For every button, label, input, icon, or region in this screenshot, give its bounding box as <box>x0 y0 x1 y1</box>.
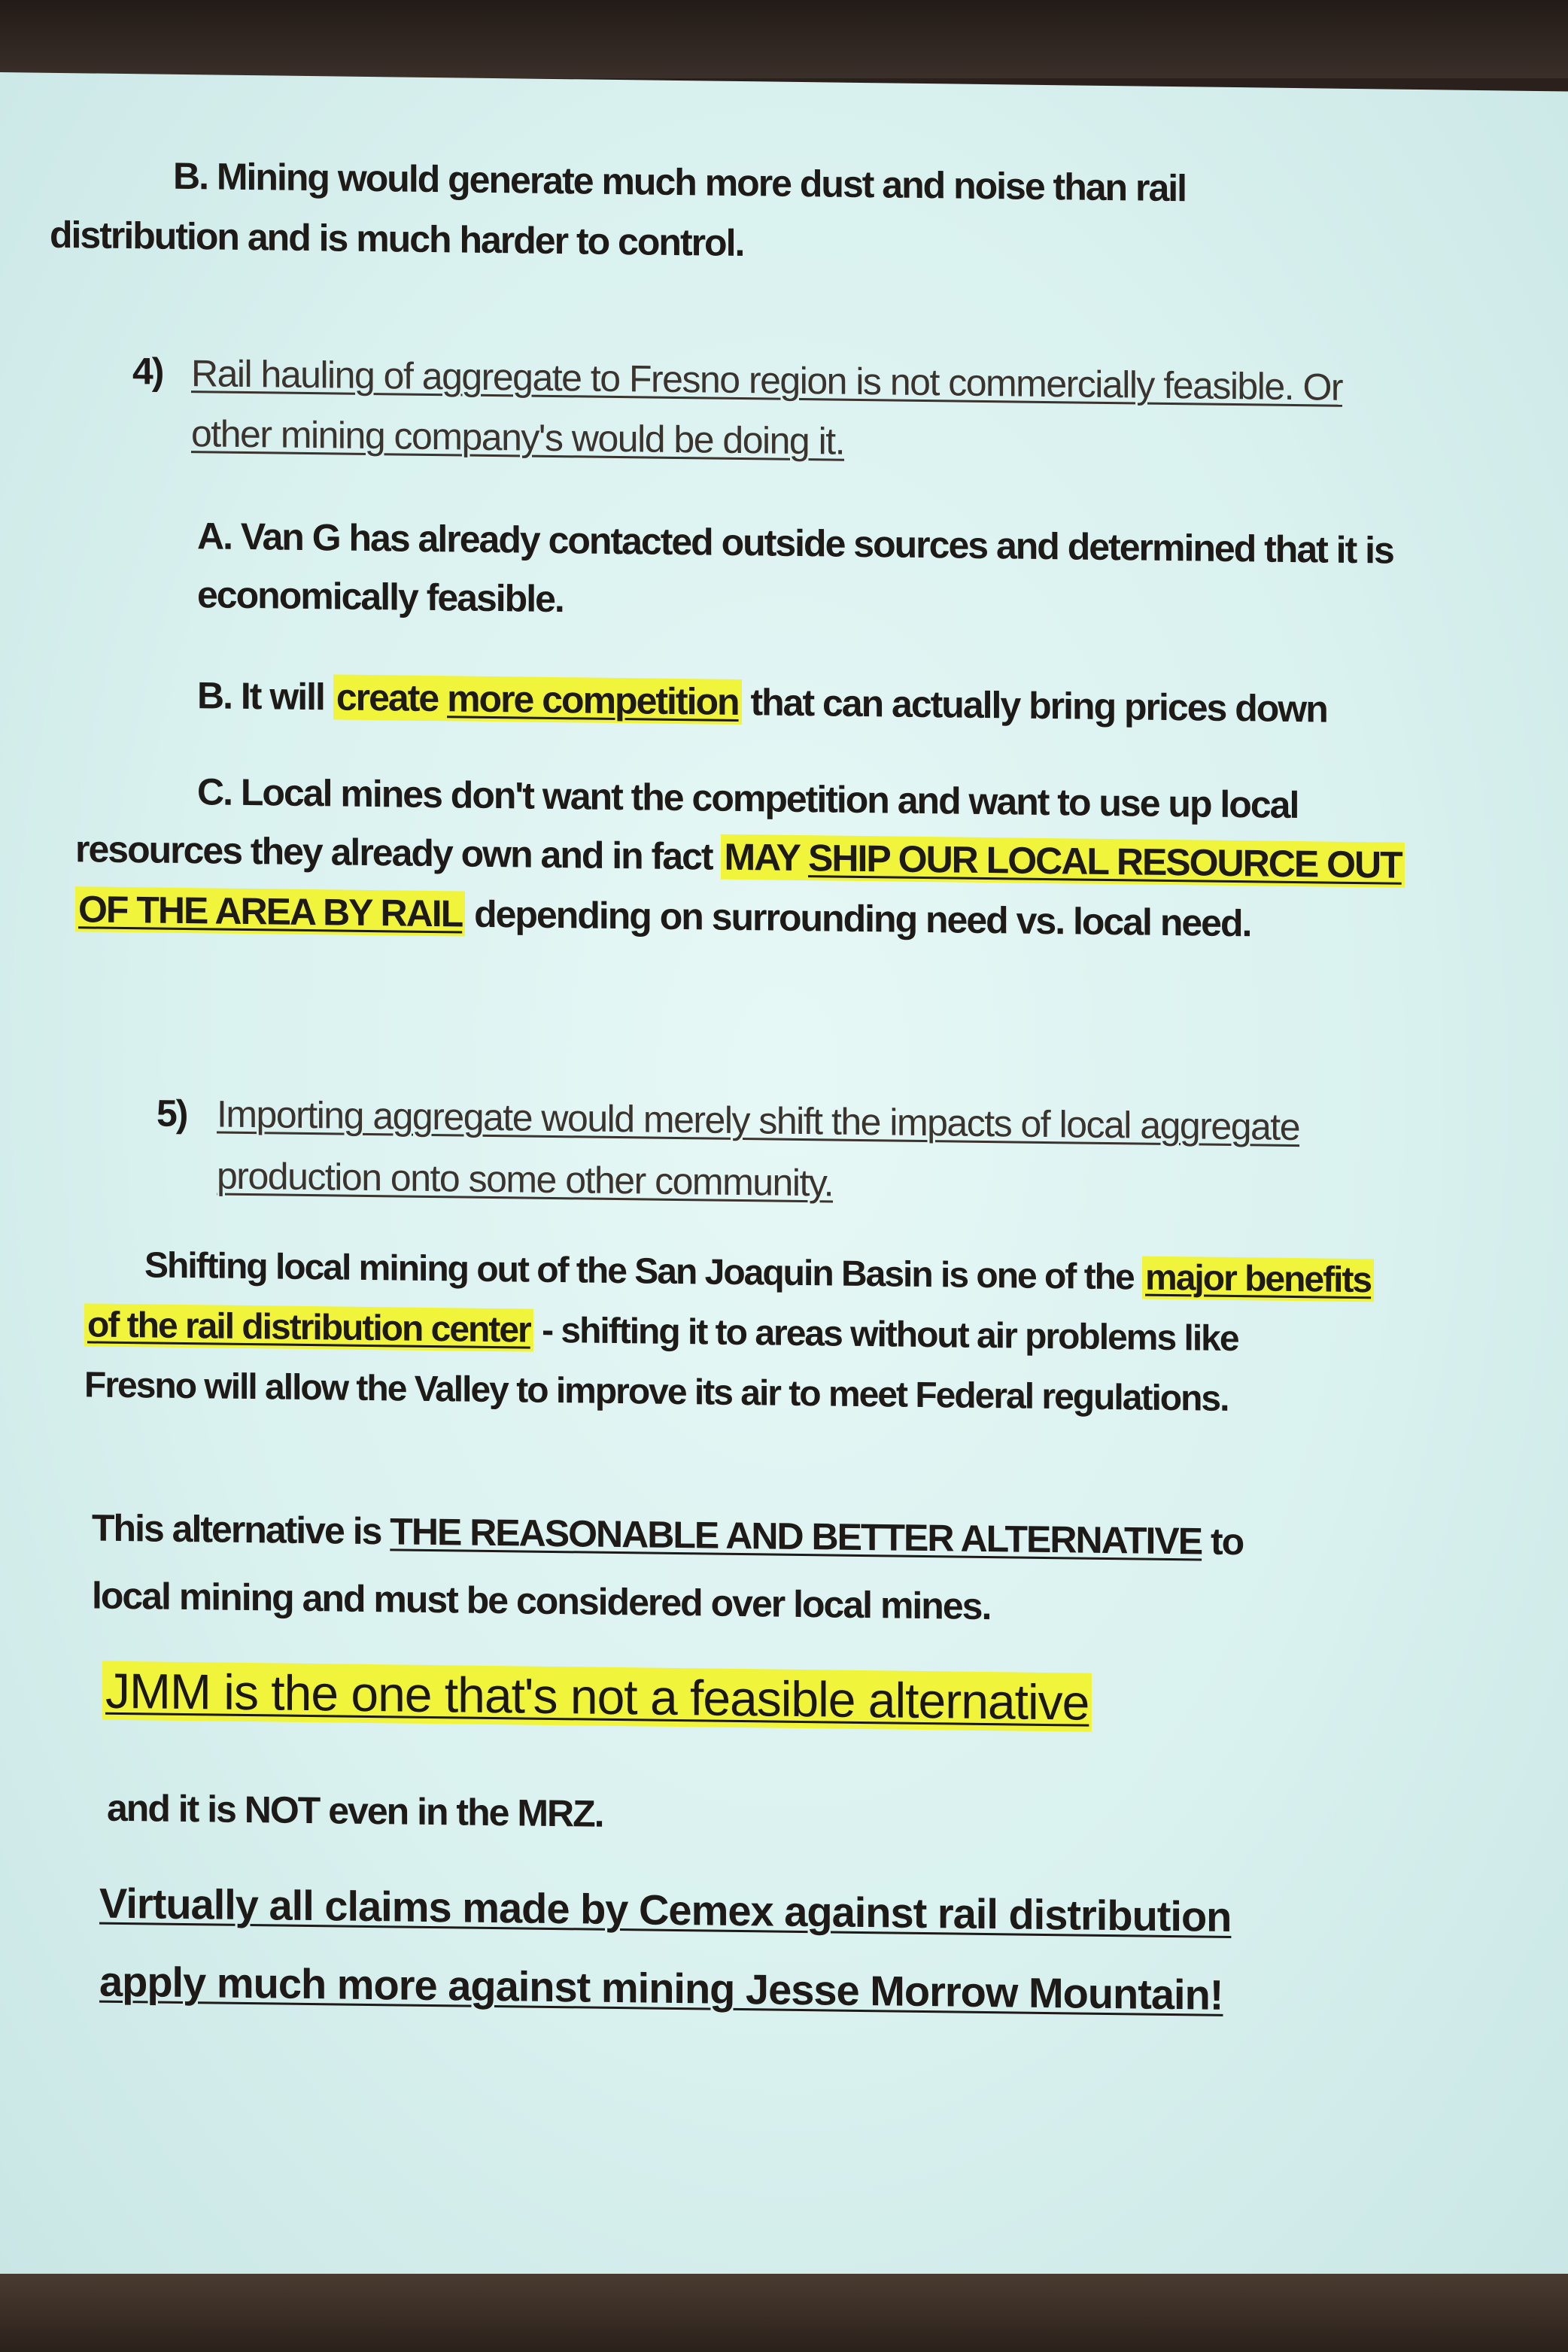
point-5-body-line1-prefix: Shifting local mining out of the San Joaquin Basin is one of the <box>144 1245 1134 1298</box>
conclusion-line1-prefix: This alternative is <box>92 1506 381 1553</box>
point-5-body-line1 <box>144 1247 1374 1299</box>
mrz-line: and it is NOT even in the MRZ. <box>107 1786 603 1835</box>
ship-resource-highlight: SHIP OUR LOCAL RESOURCE OUT <box>807 837 1402 886</box>
more-competition-highlight: more competition <box>447 677 739 723</box>
point-4-a-line1: A. Van G has already contacted outside sources and determined that it is <box>197 515 1393 572</box>
point-5-body-line3: Fresno will allow the Valley to improve its air to meet Federal regulations. <box>84 1365 1229 1419</box>
point-4-heading-line1: Rail hauling of aggregate to Fresno region is not commercially feasible. Or <box>191 352 1342 409</box>
point-5-number: 5) <box>156 1092 187 1135</box>
projector-top-edge <box>0 0 1568 78</box>
out-of-area-highlight: OF THE AREA BY RAIL <box>75 886 465 936</box>
mining-point-b-line2: distribution and is much harder to control. <box>50 213 744 265</box>
conclusion-line1 <box>92 1506 1244 1563</box>
projected-slide <box>0 72 1568 2296</box>
point-4-b-line <box>197 674 1327 731</box>
point-5-body-line2 <box>84 1305 1238 1360</box>
jmm-headline <box>102 1662 1092 1731</box>
claims-line1: Virtually all claims made by Cemex against rail distribution <box>99 1879 1232 1940</box>
rail-center-highlight: of the rail distribution center <box>84 1303 533 1351</box>
point-4-b-prefix: B. It will <box>197 674 324 719</box>
point-5-body-line2-suffix: - shifting it to areas without air problems like <box>542 1310 1238 1360</box>
point-4-heading-line2: other mining company's would be doing it. <box>191 412 845 463</box>
point-4-c-line1: C. Local mines don't want the competition and want to use up local <box>197 770 1299 827</box>
reasonable-alternative: THE REASONABLE AND BETTER ALTERNATIVE <box>390 1510 1202 1563</box>
point-5-heading-line1: Importing aggregate would merely shift the impacts of local aggregate <box>217 1092 1300 1149</box>
create-highlight: create <box>336 676 439 720</box>
point-4-c-line3-suffix: depending on surrounding need vs. local need. <box>474 892 1251 945</box>
point-4-b-highlight <box>333 674 742 725</box>
point-4-a-line2: economically feasible. <box>197 573 564 621</box>
conclusion-line1-suffix: to <box>1211 1520 1244 1563</box>
mining-point-b-line1: B. Mining would generate much more dust and noise than rail <box>173 154 1187 210</box>
projector-bottom-edge <box>0 2274 1568 2352</box>
claims-line2: apply much more against mining Jesse Morrow Mountain! <box>99 1957 1223 2019</box>
point-4-c-line2 <box>75 830 1405 884</box>
may-highlight: MAY <box>724 835 800 879</box>
point-4-number: 4) <box>132 350 163 393</box>
point-4-c-highlight <box>721 834 1404 888</box>
major-benefits-highlight: major benefits <box>1142 1257 1374 1302</box>
point-4-c-line3 <box>75 888 1251 945</box>
point-5-heading-line2: production onto some other community. <box>217 1154 834 1205</box>
point-4-c-line2-prefix: resources they already own and in fact <box>75 828 713 878</box>
conclusion-line2: local mining and must be considered over local mines. <box>92 1574 991 1628</box>
jmm-headline-text: JMM is the one that's not a feasible alternative <box>102 1661 1092 1732</box>
point-4-b-suffix: that can actually bring prices down <box>750 681 1327 731</box>
